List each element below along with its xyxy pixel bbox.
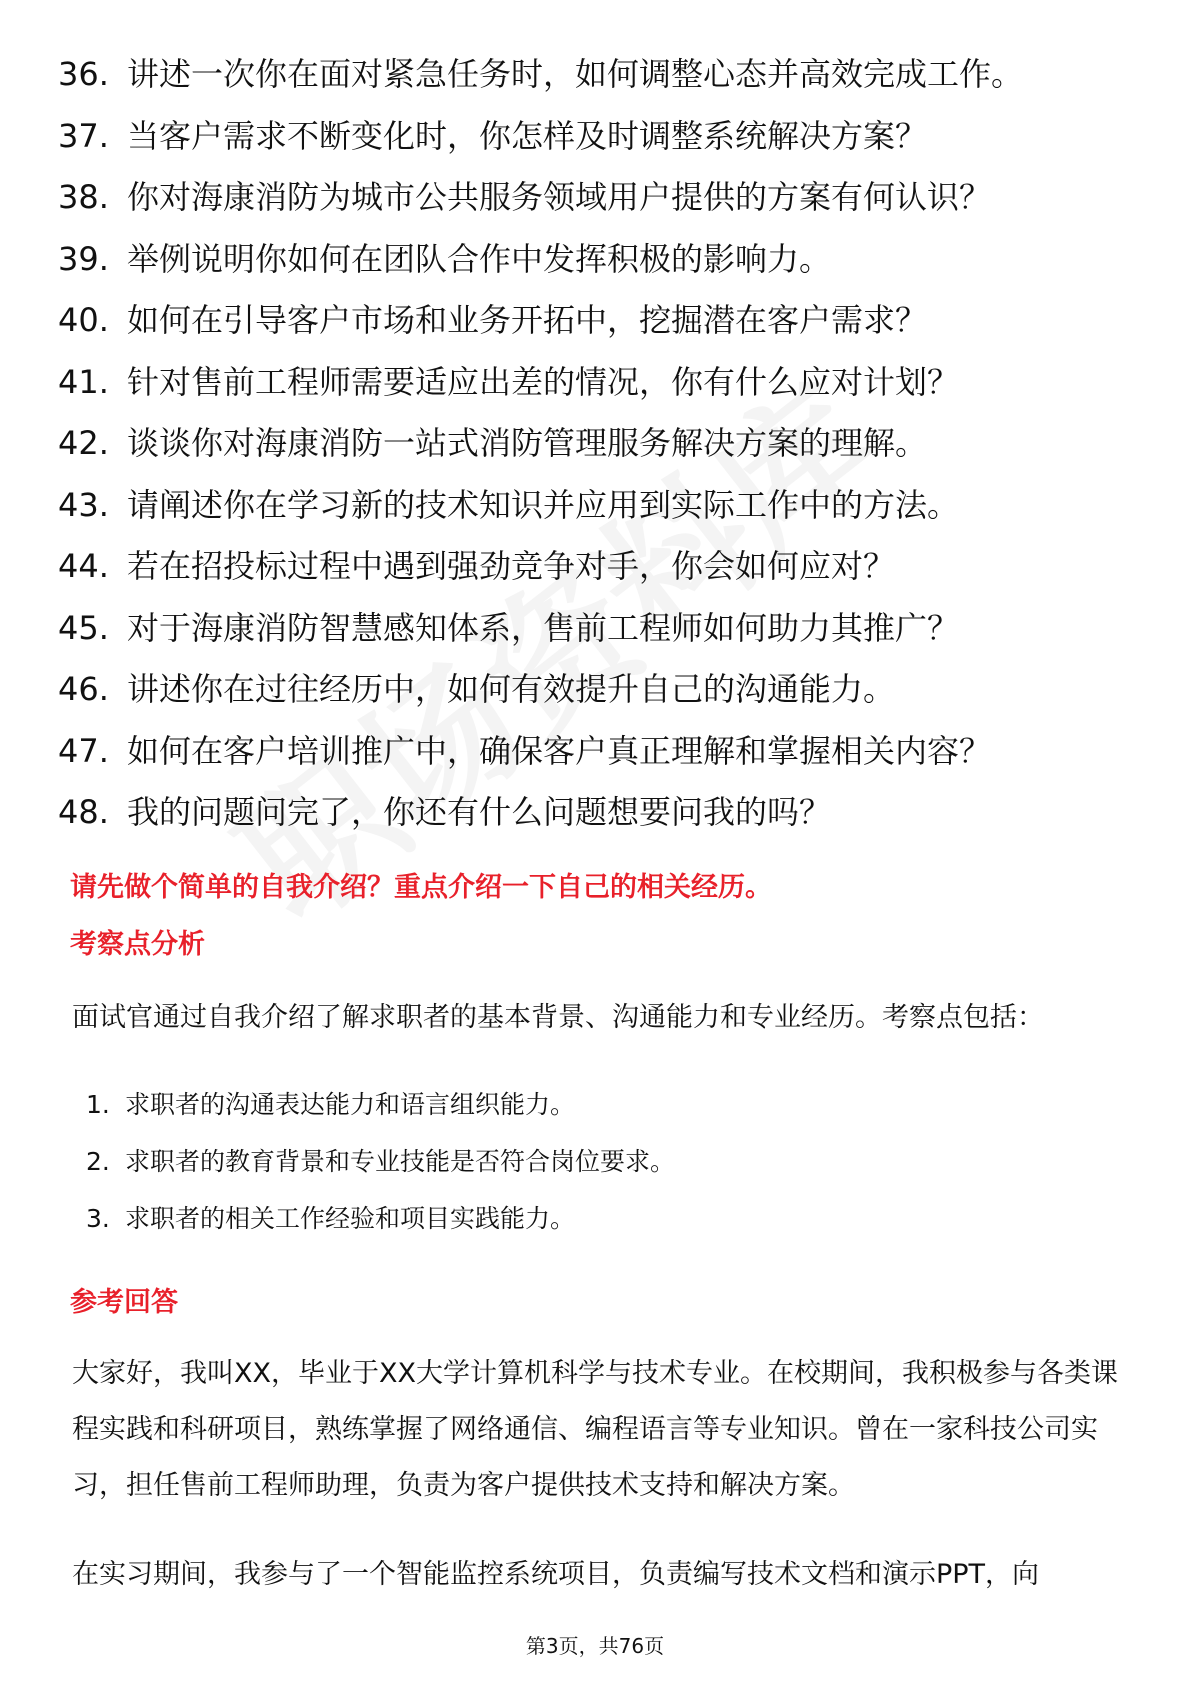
question-item: [0, 788, 1190, 850]
question-text: 如何在引导客户市场和业务开拓中，挖掘潜在客户需求？: [127, 301, 928, 339]
answer-heading: 参考回答: [70, 1287, 178, 1318]
question-text: 请阐述你在学习新的技术知识并应用到实际工作中的方法。: [127, 485, 960, 524]
page-footer: 第3页，共76页: [525, 1634, 665, 1658]
section-question-heading: 请先做个简单的自我介绍？重点介绍一下自己的相关经历。: [70, 872, 772, 903]
question-number: 44.: [58, 547, 109, 585]
question-text: 如何在客户培训推广中，确保客户真正理解和掌握相关内容？: [127, 731, 992, 770]
list-item-number: 1.: [86, 1090, 110, 1119]
question-item: [0, 727, 1190, 789]
question-number: 40.: [58, 301, 109, 339]
question-text: 针对售前工程师需要适应出差的情况，你有什么应对计划？: [127, 362, 960, 401]
analysis-intro: 面试官通过自我介绍了解求职者的基本背景、沟通能力和专业经历。考察点包括：: [72, 1002, 1044, 1033]
question-text: 谈谈你对海康消防一站式消防管理服务解决方案的理解。: [127, 424, 928, 462]
question-item: [0, 112, 1190, 174]
question-text: 我的问题问完了，你还有什么问题想要问我的吗？: [127, 793, 832, 831]
question-item: [0, 173, 1190, 235]
question-item: [0, 358, 1190, 420]
question-number: 42.: [58, 424, 109, 462]
list-item-text: 求职者的相关工作经验和项目实践能力。: [125, 1204, 576, 1233]
question-item: [0, 665, 1190, 727]
question-item: [0, 542, 1190, 604]
question-number: 43.: [58, 485, 109, 524]
question-item: [0, 419, 1190, 481]
question-text: 你对海康消防为城市公共服务领域用户提供的方案有何认识？: [127, 178, 992, 216]
question-text: 举例说明你如何在团队合作中发挥积极的影响力。: [127, 239, 832, 278]
question-number: 39.: [58, 239, 109, 278]
question-text: 对于海康消防智慧感知体系，售前工程师如何助力其推广？: [127, 608, 960, 647]
answer-paragraph-continued: 在实习期间，我参与了一个智能监控系统项目，负责编写技术文档和演示PPT，向: [72, 1559, 1040, 1590]
question-item: [0, 604, 1190, 666]
analysis-heading: 考察点分析: [70, 929, 205, 960]
question-number: 45.: [58, 608, 109, 647]
list-item-text: 求职者的教育背景和专业技能是否符合岗位要求。: [125, 1147, 676, 1176]
question-item: [0, 481, 1190, 543]
question-item: [0, 235, 1190, 297]
question-number: 46.: [58, 670, 109, 708]
question-number: 48.: [58, 793, 109, 831]
question-text: 讲述你在过往经历中，如何有效提升自己的沟通能力。: [127, 670, 896, 708]
answer-paragraph: 大家好，我叫XX，毕业于XX大学计算机科学与技术专业。在校期间，我积极参与各类课程实践和科研项目，熟练掌握了网络通信、编程语言等专业知识。曾在一家科技公司实习，担任售前工程师助理，负责为客户提供技术支持和解决方案。: [72, 1358, 1118, 1501]
question-text: 讲述一次你在面对紧急任务时，如何调整心态并高效完成工作。: [127, 55, 1024, 93]
question-number: 47.: [58, 731, 109, 770]
question-list: [0, 50, 1190, 850]
question-item: [0, 296, 1190, 358]
list-item-number: 2.: [86, 1147, 110, 1176]
question-number: 38.: [58, 178, 109, 216]
question-text: 当客户需求不断变化时，你怎样及时调整系统解决方案？: [127, 116, 928, 155]
question-number: 36.: [58, 55, 109, 93]
list-item-text: 求职者的沟通表达能力和语言组织能力。: [125, 1090, 576, 1119]
question-number: 37.: [58, 116, 109, 155]
question-number: 41.: [58, 362, 109, 401]
list-item-number: 3.: [86, 1204, 110, 1233]
question-text: 若在招投标过程中遇到强劲竞争对手，你会如何应对？: [127, 547, 896, 585]
question-item: [0, 50, 1190, 112]
